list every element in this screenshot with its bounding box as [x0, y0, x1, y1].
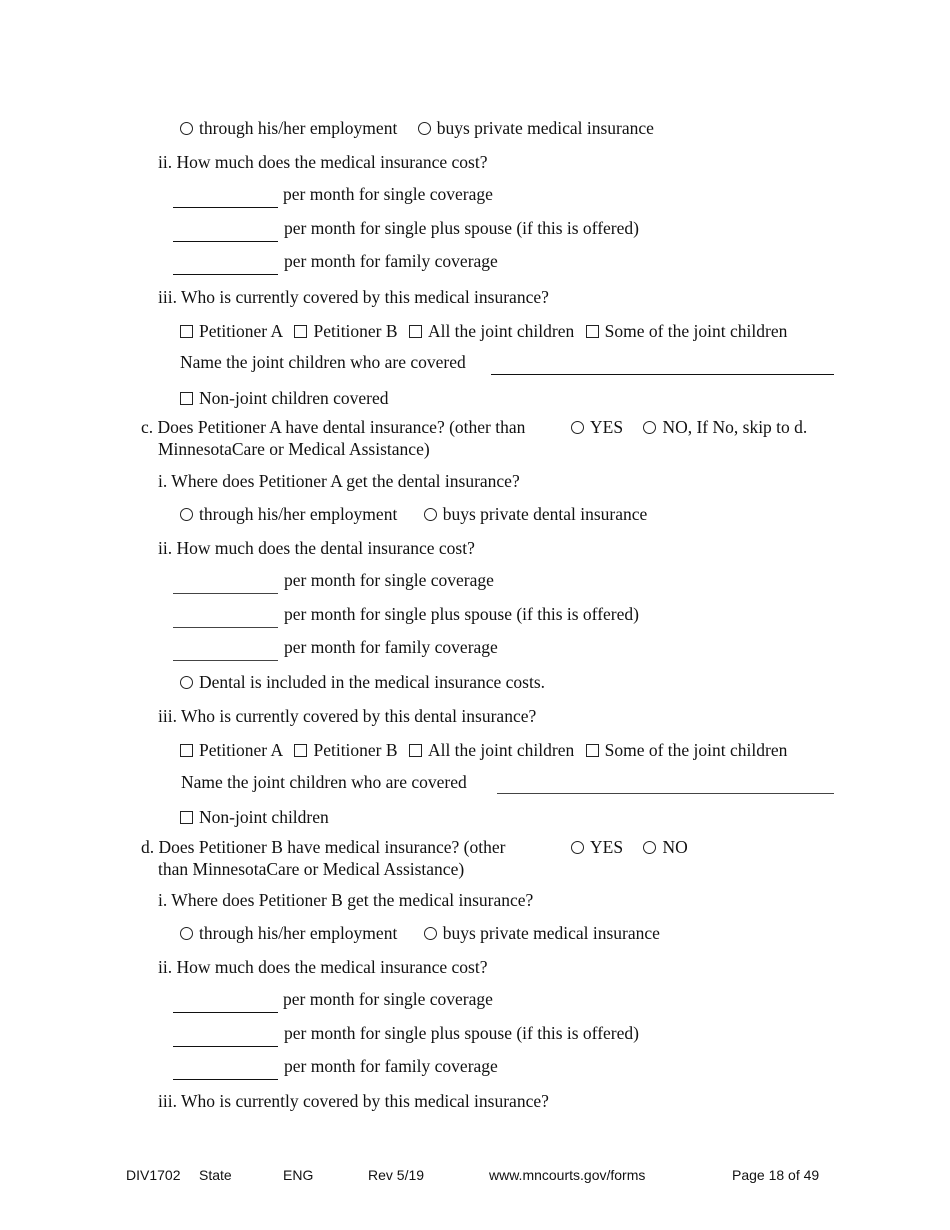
radio-circle-icon[interactable] [180, 122, 193, 135]
radio-employment[interactable]: through his/her employment [180, 922, 397, 944]
radio-private-dental[interactable]: buys private dental insurance [424, 503, 648, 525]
section-c-answer-row [571, 416, 807, 438]
footer-url[interactable]: www.mncourts.gov/forms [489, 1167, 646, 1183]
section-d-answer-row [571, 836, 688, 858]
dental-name-children-field[interactable] [497, 793, 834, 794]
radio-circle-icon[interactable] [180, 927, 193, 940]
covered-checkbox-row [180, 320, 787, 342]
cost-spouse-field[interactable] [173, 241, 278, 242]
cost-single-field[interactable] [173, 207, 278, 208]
cost-single-label: per month for single coverage [283, 184, 493, 204]
radio-private[interactable]: buys private medical insurance [418, 117, 654, 139]
employment-option-row [180, 117, 654, 139]
section-d-covered-question: iii. Who is currently covered by this medical insurance? [158, 1091, 549, 1111]
checkbox-icon[interactable] [180, 392, 193, 405]
radio-private[interactable]: buys private medical insurance [424, 922, 660, 944]
section-d-cost-single-label: per month for single coverage [283, 989, 493, 1009]
radio-yes[interactable]: YES [571, 416, 623, 438]
radio-circle-icon[interactable] [424, 508, 437, 521]
section-d-where-question: i. Where does Petitioner B get the medical insurance? [158, 890, 534, 910]
radio-no[interactable]: NO [643, 836, 687, 858]
checkbox-icon[interactable] [180, 811, 193, 824]
name-children-field[interactable] [491, 374, 834, 375]
radio-circle-icon[interactable] [643, 841, 656, 854]
checkbox-icon[interactable] [586, 744, 599, 757]
cost-family-label: per month for family coverage [284, 251, 498, 271]
checkbox-icon[interactable] [180, 325, 193, 338]
radio-circle-icon[interactable] [180, 508, 193, 521]
section-c-where-question: i. Where does Petitioner A get the dental insurance? [158, 471, 520, 491]
dental-cost-spouse-label: per month for single plus spouse (if this is offered) [284, 604, 639, 624]
checkbox-non-joint-children[interactable]: Non-joint children covered [180, 387, 389, 409]
radio-circle-icon[interactable] [571, 841, 584, 854]
radio-circle-icon[interactable] [418, 122, 431, 135]
cost-spouse-label: per month for single plus spouse (if this is offered) [284, 218, 639, 238]
footer-rev: Rev 5/19 [368, 1167, 425, 1183]
checkbox-petitioner-a[interactable]: Petitioner A [180, 739, 283, 761]
checkbox-icon[interactable] [294, 744, 307, 757]
dental-covered-question: iii. Who is currently covered by this dental insurance? [158, 706, 537, 726]
checkbox-dental-non-joint-children[interactable]: Non-joint children [180, 806, 329, 828]
cost-question: ii. How much does the medical insurance cost? [158, 152, 488, 172]
dental-cost-family-label: per month for family coverage [284, 637, 498, 657]
checkbox-petitioner-a[interactable]: Petitioner A [180, 320, 283, 342]
radio-circle-icon[interactable] [571, 421, 584, 434]
radio-no[interactable]: NO, If No, skip to d. [643, 416, 807, 438]
radio-employment[interactable]: through his/her employment [180, 503, 397, 525]
dental-cost-family-field[interactable] [173, 660, 278, 661]
dental-cost-question: ii. How much does the dental insurance cost? [158, 538, 475, 558]
section-d-question-cont: than MinnesotaCare or Medical Assistance) [158, 859, 465, 879]
radio-circle-icon[interactable] [180, 676, 193, 689]
footer-lang: ENG [283, 1167, 314, 1183]
footer-state: State [199, 1167, 232, 1183]
checkbox-icon[interactable] [180, 744, 193, 757]
covered-question: iii. Who is currently covered by this medical insurance? [158, 287, 549, 307]
section-d-cost-spouse-label: per month for single plus spouse (if this is offered) [284, 1023, 639, 1043]
dental-option-row [180, 503, 647, 525]
checkbox-all-joint-children[interactable]: All the joint children [409, 320, 574, 342]
dental-covered-checkbox-row [180, 739, 787, 761]
dental-name-children-label: Name the joint children who are covered [181, 772, 467, 792]
section-d-cost-family-field[interactable] [173, 1079, 278, 1080]
section-d-cost-single-field[interactable] [173, 1012, 278, 1013]
dental-cost-single-label: per month for single coverage [284, 570, 494, 590]
radio-yes[interactable]: YES [571, 836, 623, 858]
dental-cost-single-field[interactable] [173, 593, 278, 594]
checkbox-icon[interactable] [409, 744, 422, 757]
checkbox-petitioner-b[interactable]: Petitioner B [294, 739, 397, 761]
checkbox-icon[interactable] [409, 325, 422, 338]
checkbox-all-joint-children[interactable]: All the joint children [409, 739, 574, 761]
checkbox-petitioner-b[interactable]: Petitioner B [294, 320, 397, 342]
checkbox-some-joint-children[interactable]: Some of the joint children [586, 739, 788, 761]
cost-family-field[interactable] [173, 274, 278, 275]
section-d-option-row [180, 922, 660, 944]
footer-form-id: DIV1702 [126, 1167, 181, 1183]
section-d-question: d. Does Petitioner B have medical insurance? (other [141, 837, 506, 857]
radio-employment[interactable]: through his/her employment [180, 117, 397, 139]
radio-circle-icon[interactable] [424, 927, 437, 940]
section-c-question: c. Does Petitioner A have dental insurance? (other than [141, 417, 526, 437]
section-d-cost-spouse-field[interactable] [173, 1046, 278, 1047]
dental-cost-spouse-field[interactable] [173, 627, 278, 628]
section-d-cost-family-label: per month for family coverage [284, 1056, 498, 1076]
footer-page-number: Page 18 of 49 [732, 1167, 820, 1183]
section-c-question-cont: MinnesotaCare or Medical Assistance) [158, 439, 430, 459]
checkbox-icon[interactable] [586, 325, 599, 338]
name-children-label: Name the joint children who are covered [180, 352, 466, 372]
checkbox-some-joint-children[interactable]: Some of the joint children [586, 320, 788, 342]
radio-circle-icon[interactable] [643, 421, 656, 434]
radio-dental-included[interactable]: Dental is included in the medical insurance costs. [180, 671, 545, 693]
section-d-cost-question: ii. How much does the medical insurance cost? [158, 957, 488, 977]
checkbox-icon[interactable] [294, 325, 307, 338]
